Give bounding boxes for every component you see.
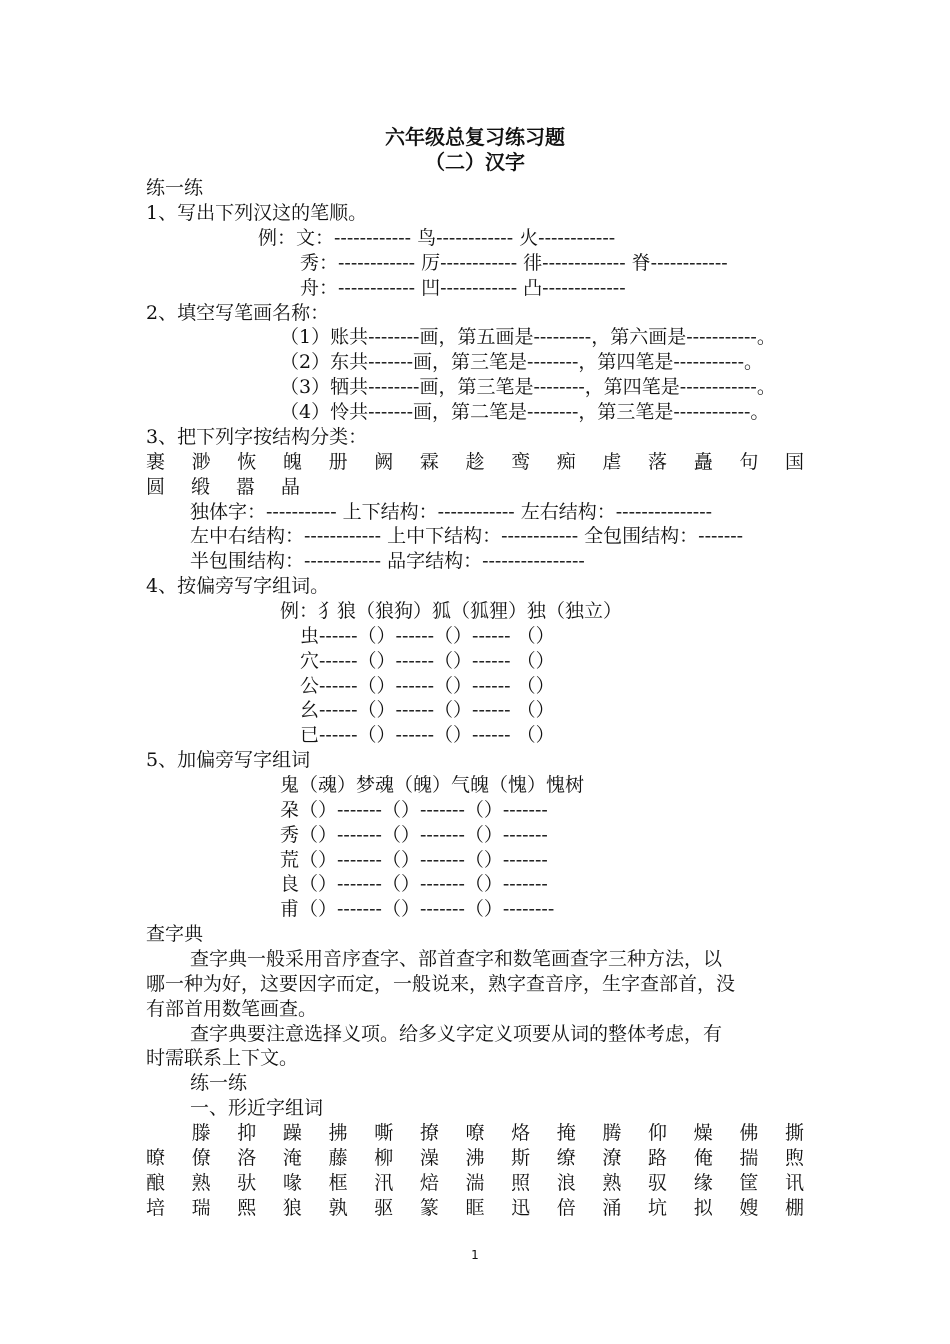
char: 裹: [146, 451, 166, 473]
q5-example: 鬼（魂）梦魂（魄）气魄（愧）愧树: [280, 774, 585, 796]
q4-line: 已------（）------（）------ （）: [300, 724, 555, 746]
char: 撩: [419, 1122, 439, 1144]
dictionary-heading: 查字典: [146, 923, 204, 945]
q2-title: 2、填空写笔画名称：: [146, 302, 330, 324]
char: 湍: [465, 1172, 485, 1194]
dictionary-paragraph-line: 查字典要注意选择义项。给多义字定义项要从词的整体考虑，有: [190, 1023, 723, 1045]
char: 抑: [237, 1122, 257, 1144]
q3-char-row: [146, 450, 804, 475]
char: 鸾: [511, 451, 531, 473]
char: 痴: [556, 451, 576, 473]
dictionary-paragraph-line: 时需联系上下文。: [146, 1047, 299, 1069]
q5-line: 良（）-------（）-------（）-------: [280, 873, 548, 895]
char: 圆: [146, 476, 166, 498]
char: 篆: [419, 1197, 439, 1219]
char: 晶: [281, 476, 301, 498]
char: 熟: [191, 1172, 211, 1194]
char: 涌: [602, 1197, 622, 1219]
char: 棚: [784, 1197, 804, 1219]
section-practice: 练一练: [146, 177, 204, 199]
page-title: 六年级总复习练习题: [385, 125, 565, 149]
char: 嘶: [374, 1122, 394, 1144]
char: 烙: [511, 1122, 531, 1144]
q3-line: 半包围结构：------------ 品字结构：----------------: [190, 550, 585, 572]
q1-line: 例：文：------------ 鸟------------ 火------------: [258, 227, 616, 249]
char: 驭: [648, 1172, 668, 1194]
dictionary-paragraph-line: 有部首用数笔画查。: [146, 998, 318, 1020]
char: 魄: [282, 451, 302, 473]
char: 嚣: [236, 476, 256, 498]
char: 驮: [237, 1172, 257, 1194]
char: 淹: [282, 1147, 302, 1169]
char: 嫂: [739, 1197, 759, 1219]
char: 藤: [328, 1147, 348, 1169]
q5-title: 5、加偏旁写字组词: [146, 749, 311, 771]
char: [146, 1121, 165, 1146]
q2-line: （2）东共-------画，第三笔是--------，第四笔是-----------。: [280, 351, 764, 373]
char: 路: [648, 1147, 668, 1169]
q1-line: 舟：------------ 凹------------ 凸-------------: [300, 277, 626, 299]
char: 国: [784, 451, 804, 473]
char: 渺: [191, 451, 211, 473]
page-number: 1: [471, 1248, 479, 1262]
char: 落: [648, 451, 668, 473]
q3-line: 独体字：----------- 上下结构：------------ 左右结构：---------------: [190, 501, 713, 523]
char: 焙: [419, 1172, 439, 1194]
q3-char-row: [146, 475, 301, 500]
char: 倍: [556, 1197, 576, 1219]
char: 煦: [784, 1147, 804, 1169]
q4-title: 4、按偏旁写字组词。: [146, 575, 330, 597]
q1-title: 1、写出下列汉这的笔顺。: [146, 202, 368, 224]
char: 矗: [693, 451, 713, 473]
page-subtitle: （二）汉字: [425, 150, 525, 174]
char: 缭: [556, 1147, 576, 1169]
q1-line: 秀：------------ 厉------------ 徘------------- 脊------------: [300, 252, 728, 274]
similar-chars-row: [146, 1121, 804, 1146]
q2-line: （4）怜共-------画，第二笔是--------，第三笔是------------。: [280, 401, 770, 423]
char: 澡: [419, 1147, 439, 1169]
similar-chars-row: [146, 1196, 804, 1221]
char: 喙: [282, 1172, 302, 1194]
q5-line: 甫（）-------（）-------（）--------: [280, 898, 555, 920]
char: 缎: [191, 476, 211, 498]
char: 句: [739, 451, 759, 473]
char: 培: [146, 1197, 166, 1219]
char: 瑞: [191, 1197, 211, 1219]
char: 坑: [648, 1197, 668, 1219]
char: 册: [328, 451, 348, 473]
char: 拟: [693, 1197, 713, 1219]
char: 撕: [784, 1122, 804, 1144]
similar-chars-row: [146, 1171, 804, 1196]
char: 僚: [191, 1147, 211, 1169]
char: 讯: [784, 1172, 804, 1194]
char: 仰: [648, 1122, 668, 1144]
similar-chars-row: [146, 1146, 804, 1171]
q5-line: 荒（）-------（）-------（）-------: [280, 849, 548, 871]
char: 燥: [693, 1122, 713, 1144]
char: 佛: [739, 1122, 759, 1144]
q3-title: 3、把下列字按结构分类：: [146, 426, 368, 448]
char: 柳: [374, 1147, 394, 1169]
dictionary-paragraph-line: 哪一种为好，这要因字而定，一般说来，熟字查音序，生字查部首，没: [146, 973, 736, 995]
char: 框: [328, 1172, 348, 1194]
char: 狼: [282, 1197, 302, 1219]
q4-line: 幺------（）------（）------ （）: [300, 699, 555, 721]
char: 迅: [511, 1197, 531, 1219]
dictionary-subheading: 一、形近字组词: [190, 1097, 324, 1119]
char: 躁: [282, 1122, 302, 1144]
char: 筐: [739, 1172, 759, 1194]
char: 斯: [511, 1147, 531, 1169]
q2-line: （3）牺共--------画，第三笔是--------，第四笔是------------。: [280, 376, 776, 398]
char: 虐: [602, 451, 622, 473]
q2-line: （1）账共--------画，第五画是---------，第六画是-----------。: [280, 326, 776, 348]
char: 眶: [465, 1197, 485, 1219]
char: 腾: [602, 1122, 622, 1144]
char: 阙: [374, 451, 394, 473]
q3-line: 左中右结构：------------ 上中下结构：------------ 全包围结构：-------: [190, 525, 744, 547]
dictionary-paragraph-line: 查字典一般采用音序查字、部首查字和数笔画查字三种方法，以: [190, 948, 723, 970]
char: 霖: [419, 451, 439, 473]
char: 驱: [374, 1197, 394, 1219]
char: 浪: [556, 1172, 576, 1194]
q4-line: 公------（）------（）------ （）: [300, 675, 555, 697]
char: 照: [511, 1172, 531, 1194]
char: 掩: [556, 1122, 576, 1144]
q4-line: 穴------（）------（）------ （）: [300, 650, 555, 672]
char: 汛: [374, 1172, 394, 1194]
char: 沸: [465, 1147, 485, 1169]
q5-line: 朶（）-------（）-------（）-------: [280, 799, 548, 821]
char: 酿: [146, 1172, 166, 1194]
char: 揣: [739, 1147, 759, 1169]
char: 恢: [237, 451, 257, 473]
q4-example: 例：犭狼（狼狗）狐（狐狸）独（独立）: [280, 600, 623, 622]
char: 潦: [602, 1147, 622, 1169]
char: 滕: [191, 1122, 211, 1144]
char: 洛: [237, 1147, 257, 1169]
char: 嘹: [465, 1122, 485, 1144]
dictionary-practice: 练一练: [190, 1072, 248, 1094]
char: 俺: [693, 1147, 713, 1169]
char: 熟: [602, 1172, 622, 1194]
char: 孰: [328, 1197, 348, 1219]
char: 拂: [328, 1122, 348, 1144]
char: 趁: [465, 451, 485, 473]
char: 暸: [146, 1147, 166, 1169]
q4-line: 虫------（）------（）------ （）: [300, 625, 555, 647]
char: 缘: [693, 1172, 713, 1194]
q5-line: 秀（）-------（）-------（）-------: [280, 824, 548, 846]
char: 熙: [237, 1197, 257, 1219]
